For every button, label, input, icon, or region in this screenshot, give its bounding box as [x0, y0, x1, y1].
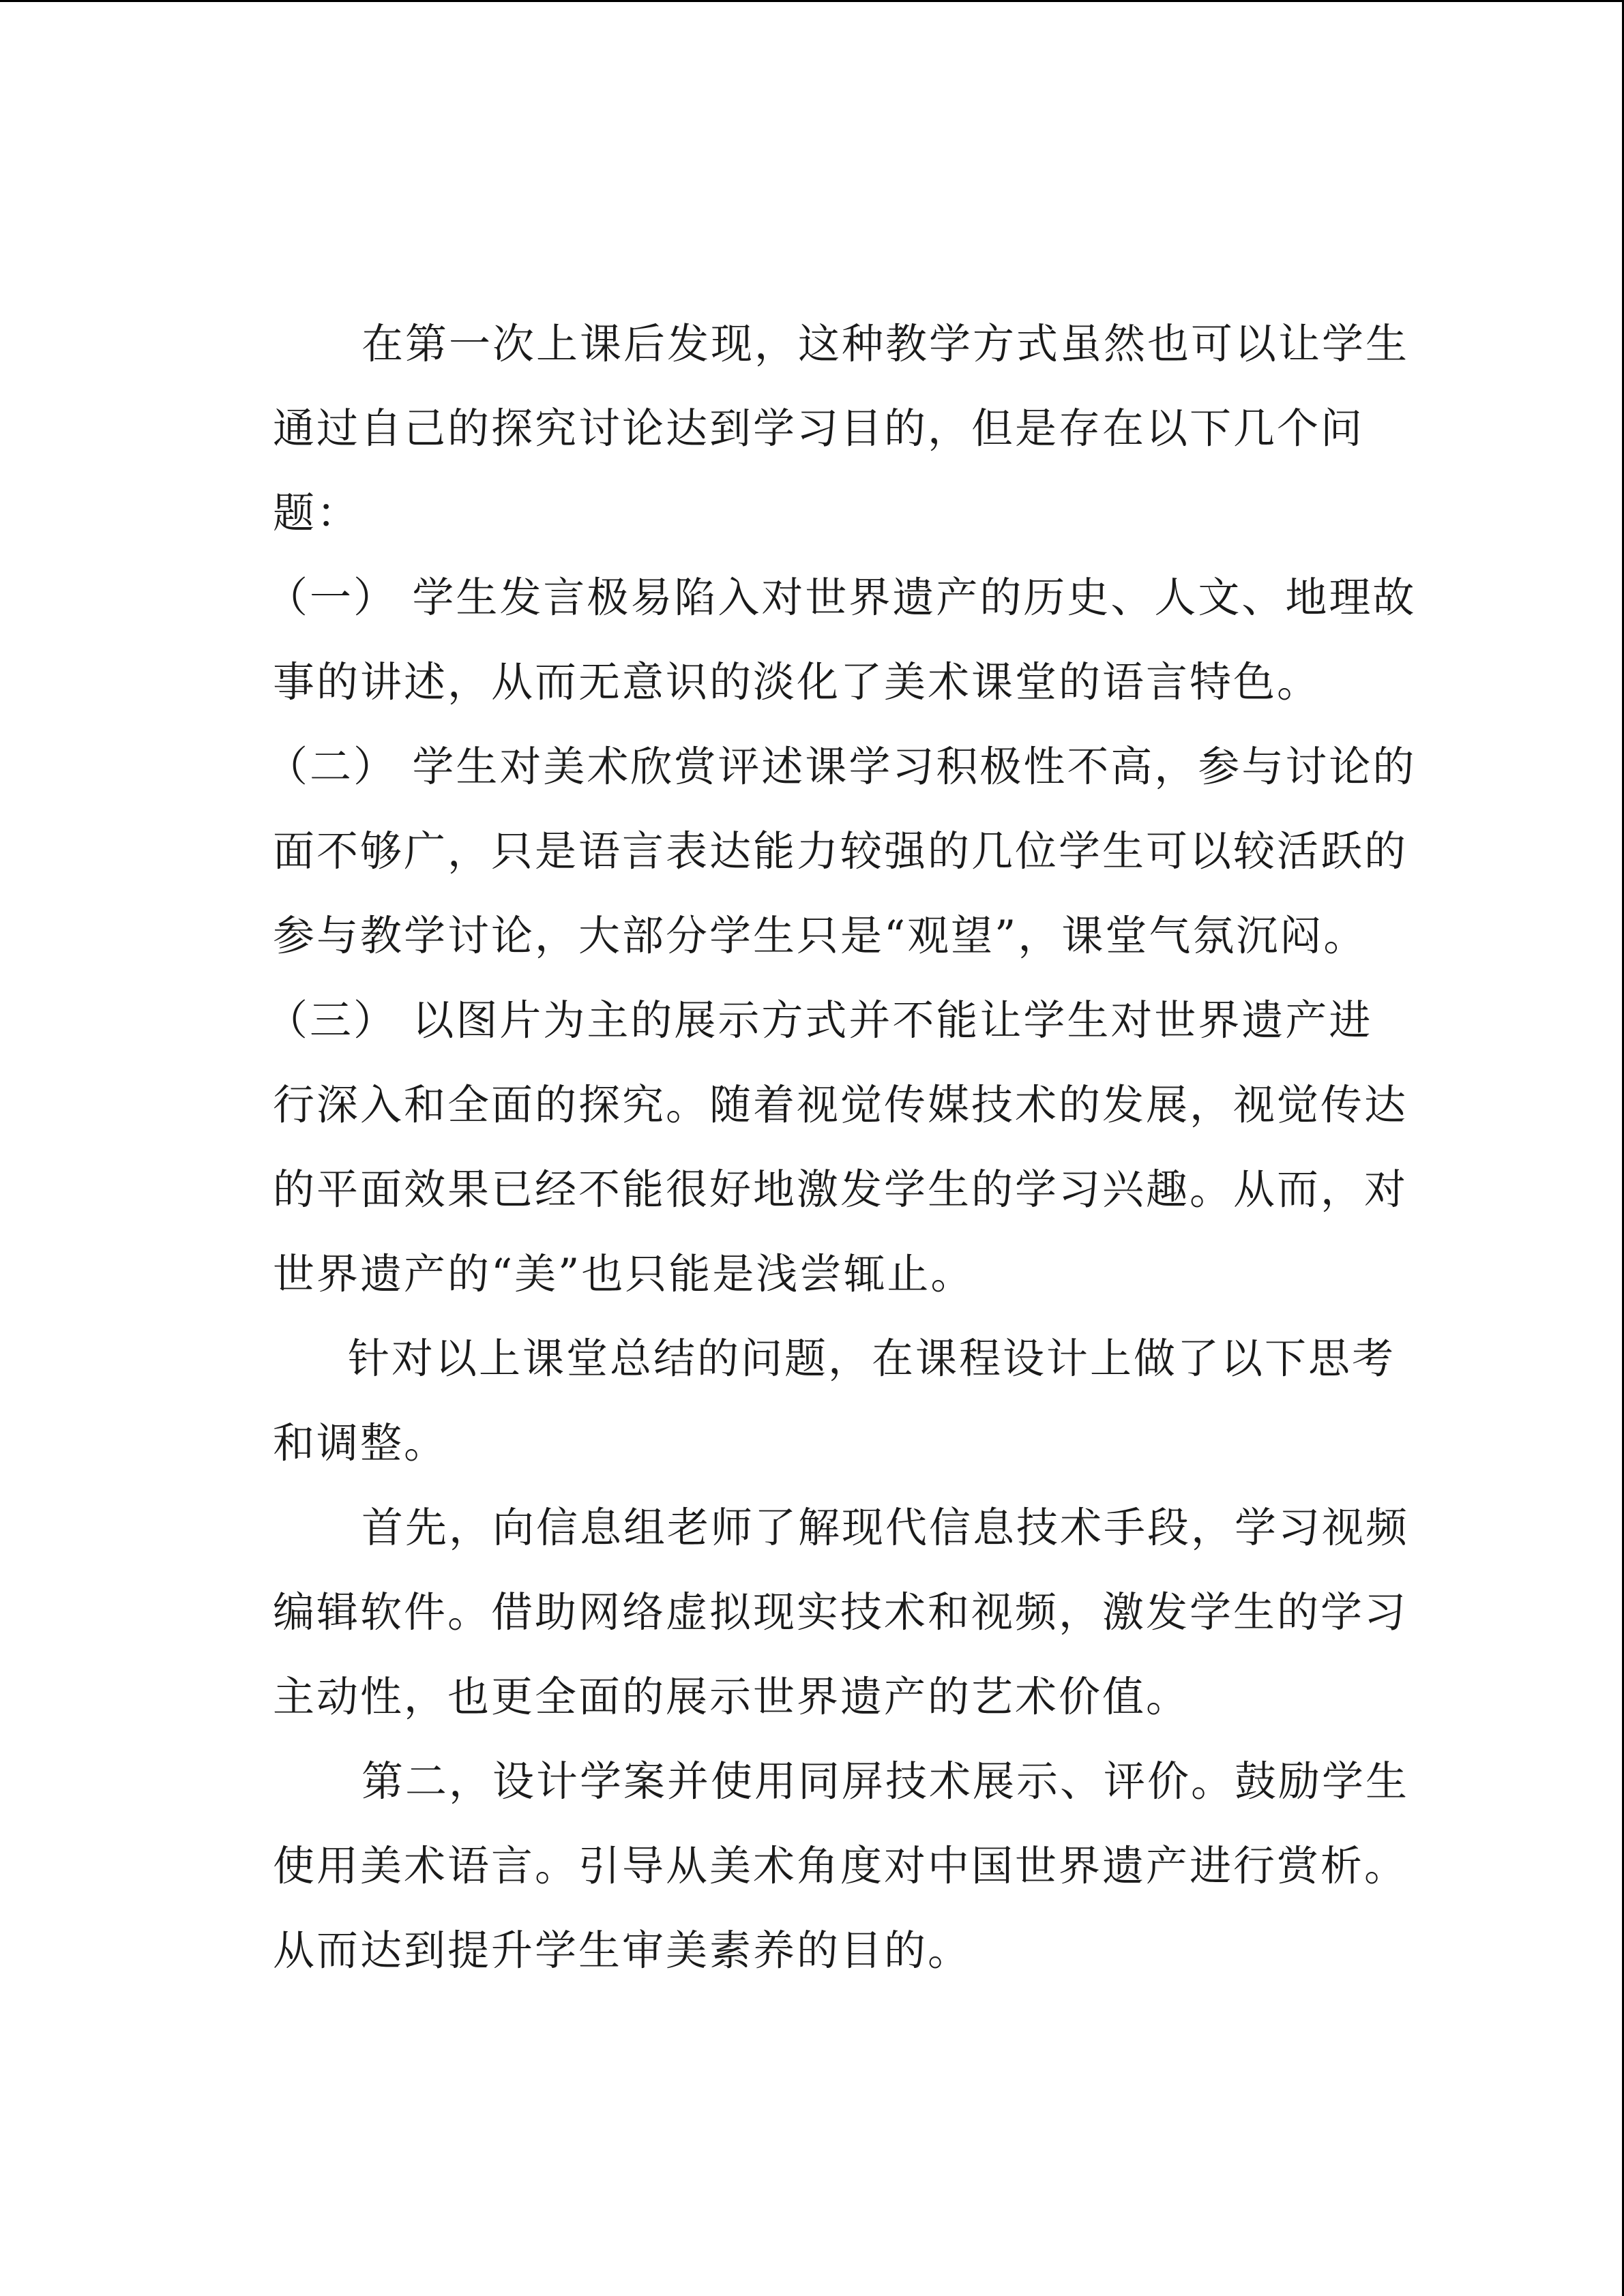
text-line: 和调整。 — [273, 1419, 448, 1467]
text-line: 在第一次上课后发现，这种教学方式虽然也可以让学生 — [361, 320, 1410, 368]
text-line: （一） 学生发言极易陷入对世界遗产的历史、人文、地理故 — [266, 573, 1417, 622]
text-line: 通过自己的探究讨论达到学习目的，但是存在以下几个问 — [273, 404, 1365, 453]
text-line: 针对以上课堂总结的问题，在课程设计上做了以下思考 — [348, 1335, 1396, 1383]
text-line: 行深入和全面的探究。随着视觉传媒技术的发展，视觉传达 — [273, 1081, 1408, 1129]
text-line: 事的讲述，从而无意识的淡化了美术课堂的语言特色。 — [273, 658, 1321, 706]
text-line: 主动性，也更全面的展示世界遗产的艺术价值。 — [273, 1673, 1190, 1721]
text-line: 参与教学讨论，大部分学生只是“观望”，课堂气氛沉闷。 — [273, 912, 1368, 960]
text-line: 首先，向信息组老师了解现代信息技术手段，学习视频 — [361, 1504, 1410, 1552]
paragraph-first-measure — [273, 1486, 1432, 1740]
paragraph-problem-1 — [266, 556, 1432, 725]
text-line: （二） 学生对美术欣赏评述课学习积极性不高，参与讨论的 — [266, 743, 1417, 791]
paragraph-problem-3 — [266, 979, 1432, 1317]
paragraph-second-measure — [273, 1740, 1432, 1993]
text-line: 的平面效果已经不能很好地激发学生的学习兴趣。从而，对 — [273, 1165, 1408, 1214]
text-line: 编辑软件。借助网络虚拟现实技术和视频，激发学生的学习 — [273, 1588, 1408, 1637]
paragraph-intro — [273, 302, 1432, 556]
text-line: 题： — [273, 489, 361, 537]
text-line: 世界遗产的“美”也只能是浅尝辄止。 — [273, 1250, 975, 1298]
document-body — [266, 302, 1432, 1993]
text-line: （三） 以图片为主的展示方式并不能让学生对世界遗产进 — [266, 996, 1373, 1045]
paragraph-adjustment — [273, 1317, 1432, 1486]
text-line: 使用美术语言。引导从美术角度对中国世界遗产进行赏析。 — [273, 1842, 1408, 1890]
text-line: 从而达到提升学生审美素养的目的。 — [273, 1926, 972, 1975]
text-line: 面不够广，只是语言表达能力较强的几位学生可以较活跃的 — [273, 827, 1408, 876]
paragraph-problem-2 — [266, 725, 1432, 979]
text-line: 第二，设计学案并使用同屏技术展示、评价。鼓励学生 — [361, 1757, 1410, 1806]
